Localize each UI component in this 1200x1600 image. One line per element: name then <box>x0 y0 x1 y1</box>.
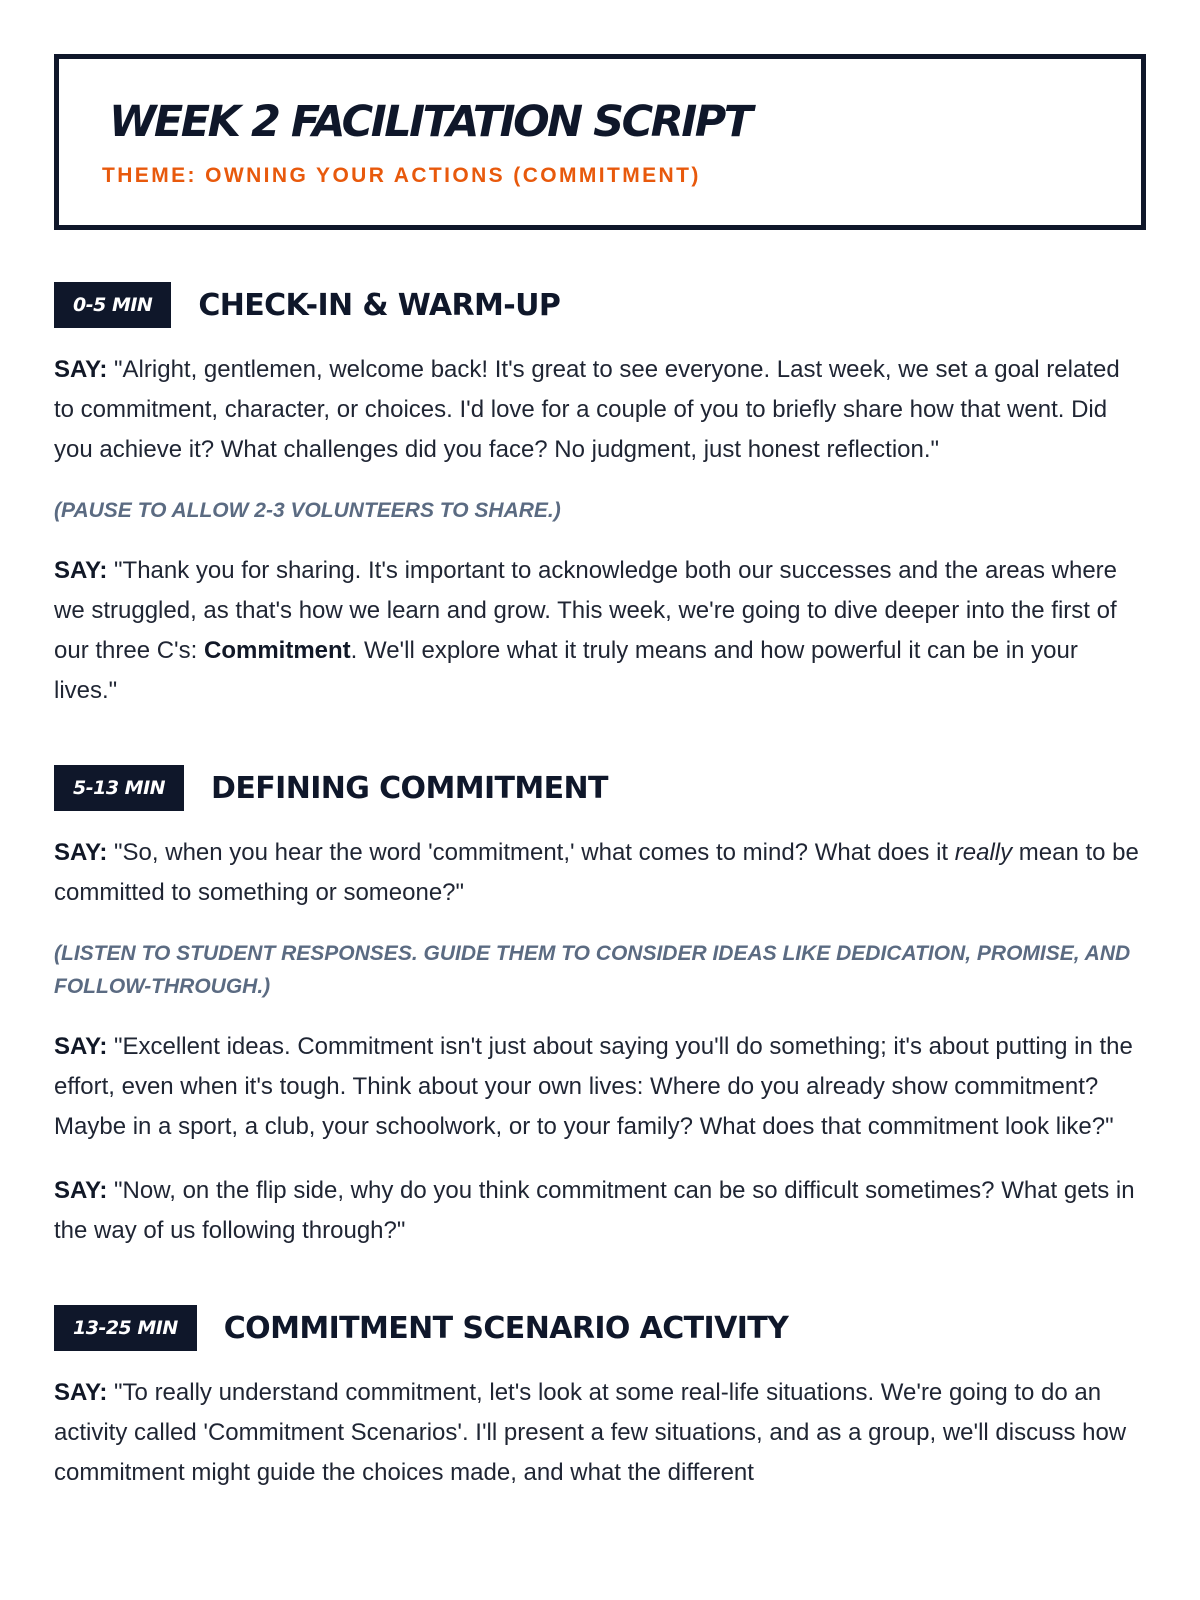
say-label: SAY: <box>54 839 108 866</box>
say-paragraph <box>54 551 1146 711</box>
section-title: COMMITMENT SCENARIO ACTIVITY <box>223 1310 789 1346</box>
say-text: "Thank you for sharing. It's important to acknowledge both our successes and the areas where we struggled, as that's how we learn and grow. This week, we're going to dive deeper into the first of our three C's: <box>54 557 1118 664</box>
say-text: "Now, on the flip side, why do you think commitment can be so difficult sometimes? What gets in the way of us following through?" <box>54 1177 1135 1244</box>
say-label: SAY: <box>54 1177 108 1204</box>
say-paragraph <box>54 833 1146 913</box>
section-header <box>54 1305 1146 1351</box>
say-paragraph <box>54 1171 1146 1251</box>
facilitator-direction: (LISTEN TO STUDENT RESPONSES. GUIDE THEM TO CONSIDER IDEAS LIKE DEDICATION, PROMISE, AND FOLLOW-THROUGH.) <box>54 942 1131 998</box>
section-title: DEFINING COMMITMENT <box>211 770 608 806</box>
say-label: SAY: <box>54 356 108 383</box>
document-theme: THEME: OWNING YOUR ACTIONS (COMMITMENT) <box>102 164 701 187</box>
section-title: CHECK-IN & WARM-UP <box>198 287 561 323</box>
section-check-in <box>54 282 1146 711</box>
say-text: "Excellent ideas. Commitment isn't just about saying you'll do something; it's about putting in the effort, even when it's tough. Think about your own lives: Where do you already show commitment? Maybe in a sport, a club, your schoolwork, or to your family? What does that commitment look like?" <box>54 1033 1133 1140</box>
facilitator-direction: (PAUSE TO ALLOW 2-3 VOLUNTEERS TO SHARE.) <box>54 499 561 522</box>
section-header <box>54 765 1146 811</box>
say-label: SAY: <box>54 1379 108 1406</box>
section-defining-commitment <box>54 765 1146 1251</box>
say-paragraph <box>54 1027 1146 1147</box>
header-box <box>54 54 1146 230</box>
section-header <box>54 282 1146 328</box>
say-emphasis: really <box>954 839 1013 866</box>
say-text: mean to be committed to something or someone?" <box>54 839 1139 906</box>
say-text: "To really understand commitment, let's look at some real-life situations. We're going to do an activity called 'Commitment Scenarios'. I'll present a few situations, and as a group, we'll discuss how commitment might guide the choices made, and what the different <box>54 1379 1127 1486</box>
time-badge: 0-5 MIN <box>54 282 171 328</box>
time-badge: 5-13 MIN <box>54 765 184 811</box>
say-paragraph <box>54 350 1146 470</box>
say-emphasis: Commitment <box>203 637 351 664</box>
time-badge: 13-25 MIN <box>54 1305 197 1351</box>
say-label: SAY: <box>54 1033 108 1060</box>
say-text: "So, when you hear the word 'commitment,' what comes to mind? What does it <box>114 839 955 866</box>
say-label: SAY: <box>54 557 108 584</box>
say-text: . We'll explore what it truly means and how powerful it can be in your lives." <box>54 637 1078 704</box>
say-text: "Alright, gentlemen, welcome back! It's great to see everyone. Last week, we set a goal related to commitment, character, or choices. I'd love for a couple of you to briefly share how that went. Did you achieve it? What challenges did you face? No judgment, just honest reflection." <box>54 356 1120 463</box>
say-paragraph <box>54 1373 1146 1493</box>
document-title: WEEK 2 FACILITATION SCRIPT <box>109 97 751 147</box>
section-scenario-activity <box>54 1305 1146 1493</box>
